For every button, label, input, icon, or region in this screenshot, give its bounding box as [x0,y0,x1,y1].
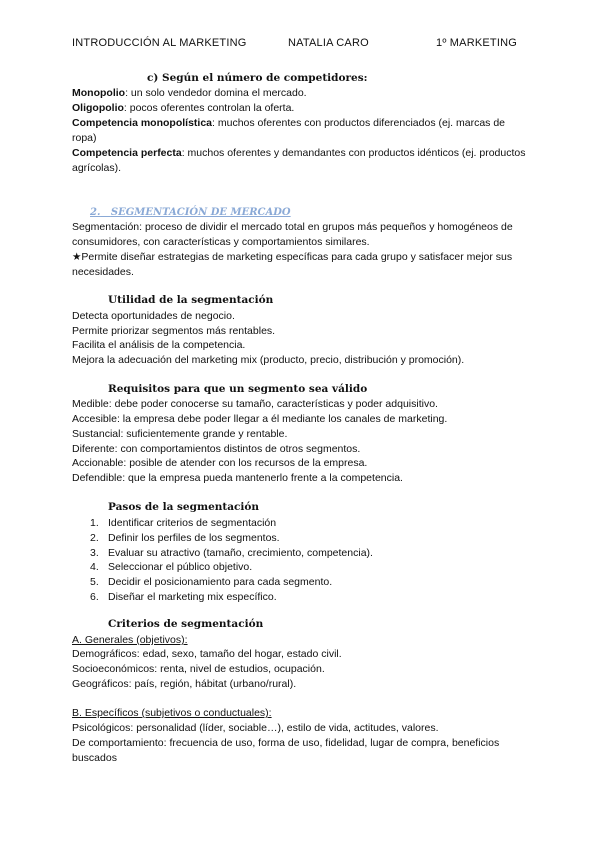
criteria-specific-item: De comportamiento: frecuencia de uso, forma de uso, fidelidad, lugar de compra, beneficios buscados [72,737,500,764]
competitor-item: Oligopolio: pocos oferentes controlan la oferta. [72,102,295,114]
utility-item: Detecta oportunidades de negocio. [72,310,235,322]
step-item: 3. Evaluar su atractivo (tamaño, crecimiento, competencia). [90,546,373,559]
section-heading-segmentation: 2. SEGMENTACIÓN DE MERCADO [90,207,291,218]
utility-item: Mejora la adecuación del marketing mix (producto, precio, distribución y promoción). [72,354,465,366]
step-item: 6. Diseñar el marketing mix específico. [90,590,277,603]
criteria-general-item: Socioeconómicos: renta, nivel de estudios, ocupación. [72,663,325,675]
competitor-item: Competencia monopolística: muchos oferentes con productos diferenciados (ej. marcas de ropa) [72,117,506,144]
header-group: 1º MARKETING [436,37,517,49]
utility-item: Facilita el análisis de la competencia. [72,339,246,351]
criteria-specific-title: B. Específicos (subjetivos o conductuales): [72,707,272,719]
steps-list [90,516,373,605]
competitors-title: c) Según el número de competidores: [147,72,368,84]
requirements-title: Requisitos para que un segmento sea válido [108,383,368,395]
utility-item: Permite priorizar segmentos más rentables. [72,325,276,337]
criteria-title: Criterios de segmentación [108,618,264,630]
requirement-item: Sustancial: suficientemente grande y rentable. [72,428,288,440]
step-item: 5. Decidir el posicionamiento para cada segmento. [90,576,333,589]
requirement-item: Accionable: posible de atender con los recursos de la empresa. [72,457,368,469]
criteria-general-title: A. Generales (objetivos): [72,634,188,646]
step-item: 1. Identificar criterios de segmentación [90,517,277,529]
utility-title: Utilidad de la segmentación [108,294,274,306]
criteria-general-item: Geográficos: país, región, hábitat (urbano/rural). [72,678,297,690]
criteria-specific-item: Psicológicos: personalidad (líder, sociable…), estilo de vida, actitudes, valores. [72,722,439,734]
segmentation-definition: Segmentación: proceso de dividir el mercado total en grupos más pequeños y homogéneos de consumidores, con características y comportamientos similares. [72,221,513,248]
requirement-item: Diferente: con comportamientos distintos de otros segmentos. [72,443,361,455]
header-author: NATALIA CARO [288,37,369,49]
step-item: 2. Definir los perfiles de los segmentos. [90,531,280,544]
competitor-item: Monopolio: un solo vendedor domina el mercado. [72,87,307,99]
steps-title: Pasos de la segmentación [108,501,260,513]
requirement-item: Defendible: que la empresa pueda mantenerlo frente a la competencia. [72,472,403,484]
step-item: 4. Seleccionar el público objetivo. [90,561,253,574]
segmentation-star-note: ★Permite diseñar estrategias de marketing específicas para cada grupo y satisfacer mejor sus necesidades. [72,251,513,278]
requirement-item: Medible: debe poder conocerse su tamaño, características y poder adquisitivo. [72,398,438,410]
requirement-item: Accesible: la empresa debe poder llegar a él mediante los canales de marketing. [72,413,448,425]
competitor-item: Competencia perfecta: muchos oferentes y demandantes con productos idénticos (ej. productos agrícolas). [72,147,526,174]
header-course: INTRODUCCIÓN AL MARKETING [72,37,247,49]
criteria-general-item: Demográficos: edad, sexo, tamaño del hogar, estado civil. [72,648,342,660]
